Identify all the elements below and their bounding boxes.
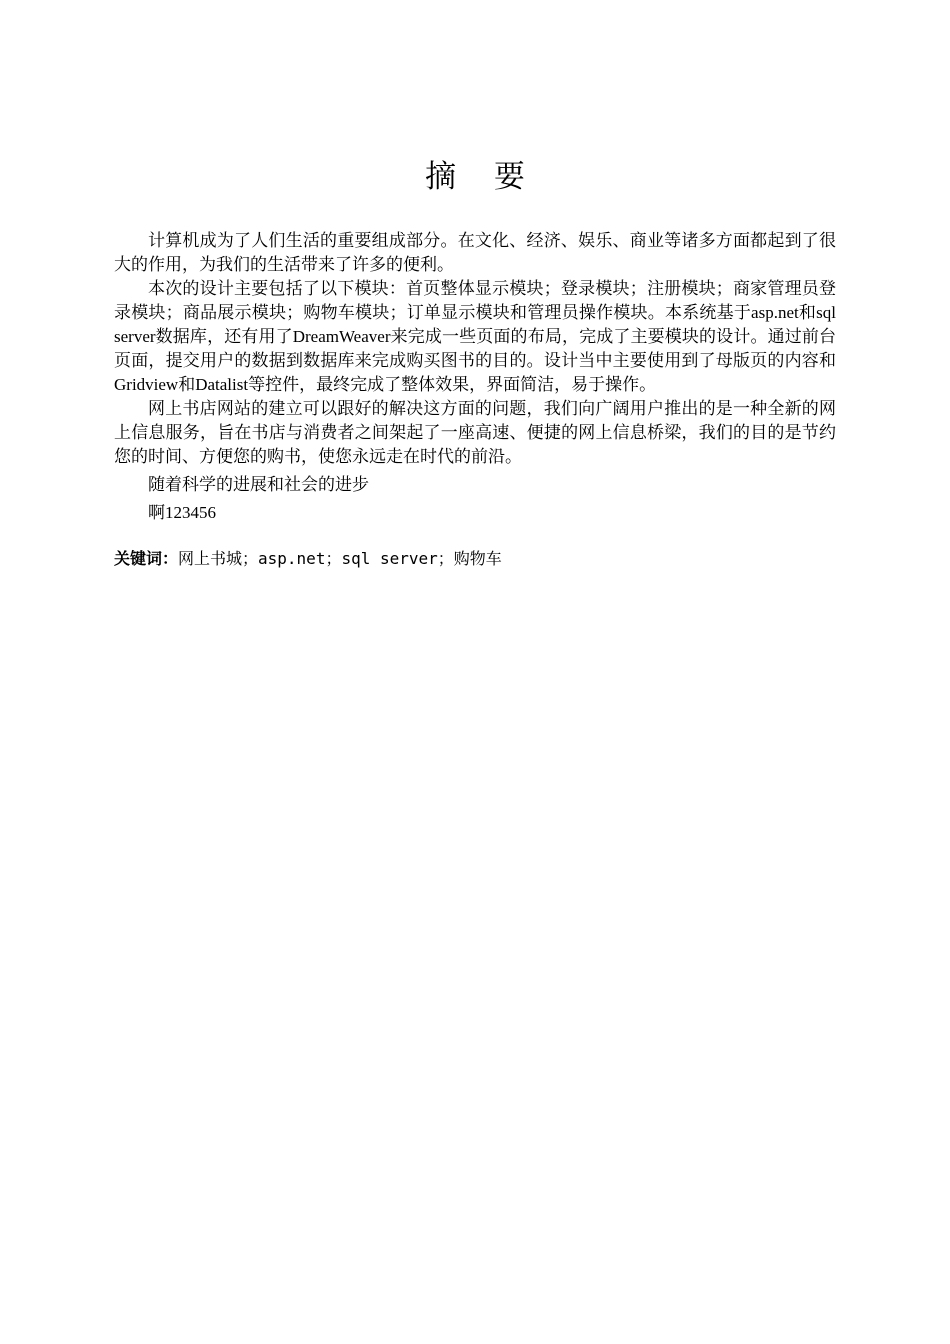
keywords-label: 关键词： [114, 549, 179, 568]
abstract-body [114, 229, 836, 525]
page-title: 摘 要 [425, 159, 539, 195]
paragraph-modules: 本次的设计主要包括了以下模块：首页整体显示模块；登录模块；注册模块；商家管理员登录模块；商品展示模块；购物车模块；订单显示模块和管理员操作模块。本系统基于asp.net和sql server数据库，还有用了DreamWeaver来完成一些页面的布局，完成了主要模块的设计。通过前台页面，提交用户的数据到数据库来完成购买图书的目的。设计当中主要使用到了母版页的内容和Gridview和Datalist等控件，最终完成了整体效果，界面简洁，易于操作。 [114, 279, 836, 394]
keywords-text: 网上书城；asp.net；sql server；购物车 [178, 549, 502, 568]
paragraph-bookstore: 网上书店网站的建立可以跟好的解决这方面的问题，我们向广阔用户推出的是一种全新的网上信息服务，旨在书店与消费者之间架起了一座高速、便捷的网上信息桥梁，我们的目的是节约您的时间、方便您的购书，使您永远走在时代的前沿。 [114, 399, 836, 466]
paragraph-intro: 计算机成为了人们生活的重要组成部分。在文化、经济、娱乐、商业等诸多方面都起到了很大的作用，为我们的生活带来了许多的便利。 [114, 231, 836, 274]
paragraph-progress: 随着科学的进展和社会的进步 [148, 475, 369, 494]
keywords-line [114, 547, 836, 571]
paragraph-test: 啊123456 [148, 503, 216, 522]
